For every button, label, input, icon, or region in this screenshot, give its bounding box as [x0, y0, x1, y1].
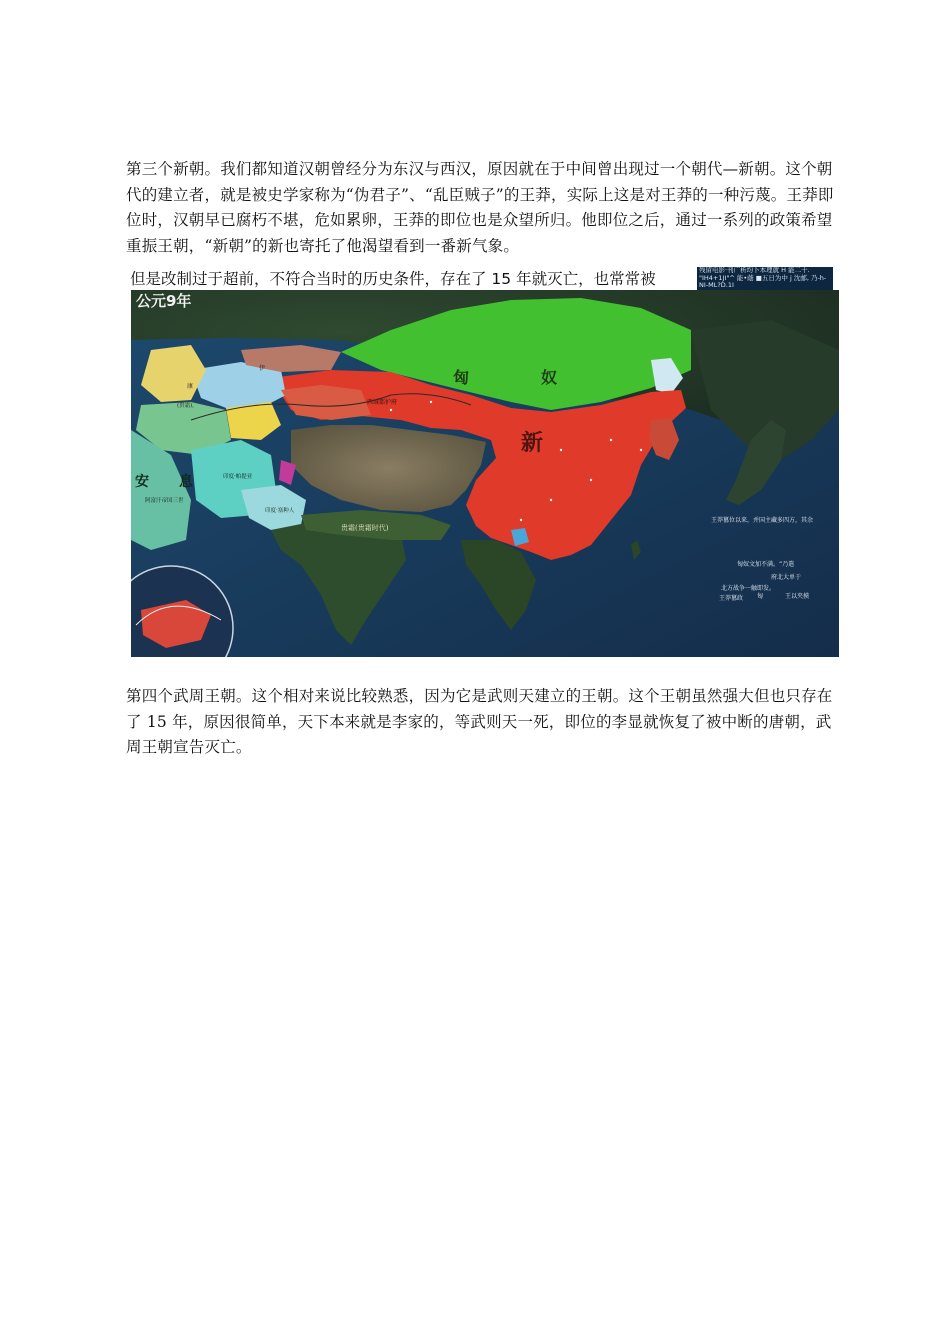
caption-line-2: "IH4+1JI"^ 能•蔭 ■五日为中 j 沈邮, 乃-h- [699, 273, 827, 282]
map-note-1: 王莽篡位以来，并国主藏多四方，其余 [711, 517, 814, 524]
map-small-label-4: 印度·塞种人 [265, 508, 295, 514]
xiongnu-label-1: 匈 [453, 368, 470, 387]
clipped-text: 但是改制过于超前，不符合当时的历史条件，存在了 15 年就灭亡，也常常被 [130, 270, 656, 288]
paragraph-wuzhou-dynasty: 第四个武周王朝。这个相对来说比较熟悉，因为它是武则天建立的王朝。这个王朝虽然强大但也只存在了 15 年，原因很简单，天下本来就是李家的，等武则天一死，即位的李显就恢复了被中断的唐朝，武周王朝宣告灭亡。 [126, 687, 833, 756]
map-small-label-5: 伊 [259, 365, 266, 372]
map-note-3: 府北大单于 [771, 574, 802, 581]
map-note-7: 王以夹摸 [785, 593, 810, 600]
map-note-2: 匈奴文加不满。“乃遣 [737, 561, 795, 568]
map-small-label-2: 阿富汗帝国三世 [145, 498, 184, 504]
video-caption-overlay [697, 267, 833, 290]
caption-line-1: 残留电影·刊广析均卜本理就 H 能二十. [699, 267, 810, 274]
xin-label: 新 [521, 430, 544, 456]
kushan-label: 贵霜(贵霜时代) [341, 524, 389, 532]
map-year-label: 公元9年 [136, 292, 192, 310]
paragraph-xin-dynasty: 第三个新朝。我们都知道汉朝曾经分为东汉与西汉，原因就在于中间曾出现过一个朝代—新朝。这个朝代的建立者，就是被史学家称为“伪君子”、“乱臣贼子”的王莽，实际上这是对王莽的一种污蔑。王莽即位时，汉朝早已腐朽不堪，危如累卵，王莽的即位也是众望所归。他即位之后，通过一系列的政策希望重振王朝，“新朝”的新也寄托了他渴望看到一番新气象。 [126, 160, 834, 255]
xiyu-label: 西域都护府 [367, 399, 398, 406]
map-small-label-1: (贵霜), [177, 403, 195, 409]
anxi-label-1: 安 [135, 474, 149, 490]
map-note-5: 王莽篡政 [719, 595, 744, 602]
xiongnu-label-2: 奴 [541, 368, 558, 387]
historical-map-image [131, 290, 839, 657]
map-note-6: 匈 [757, 593, 764, 600]
map-small-label-3: 印度·帕提亚 [223, 474, 253, 480]
clipped-text-line [130, 266, 700, 288]
anxi-label-2: 息 [179, 474, 193, 490]
map-note-4: 北方战争一触即发。 [721, 585, 776, 592]
caption-line-3: NI-ML?D.1I [699, 281, 734, 289]
map-small-label-6: 康 [187, 383, 194, 390]
